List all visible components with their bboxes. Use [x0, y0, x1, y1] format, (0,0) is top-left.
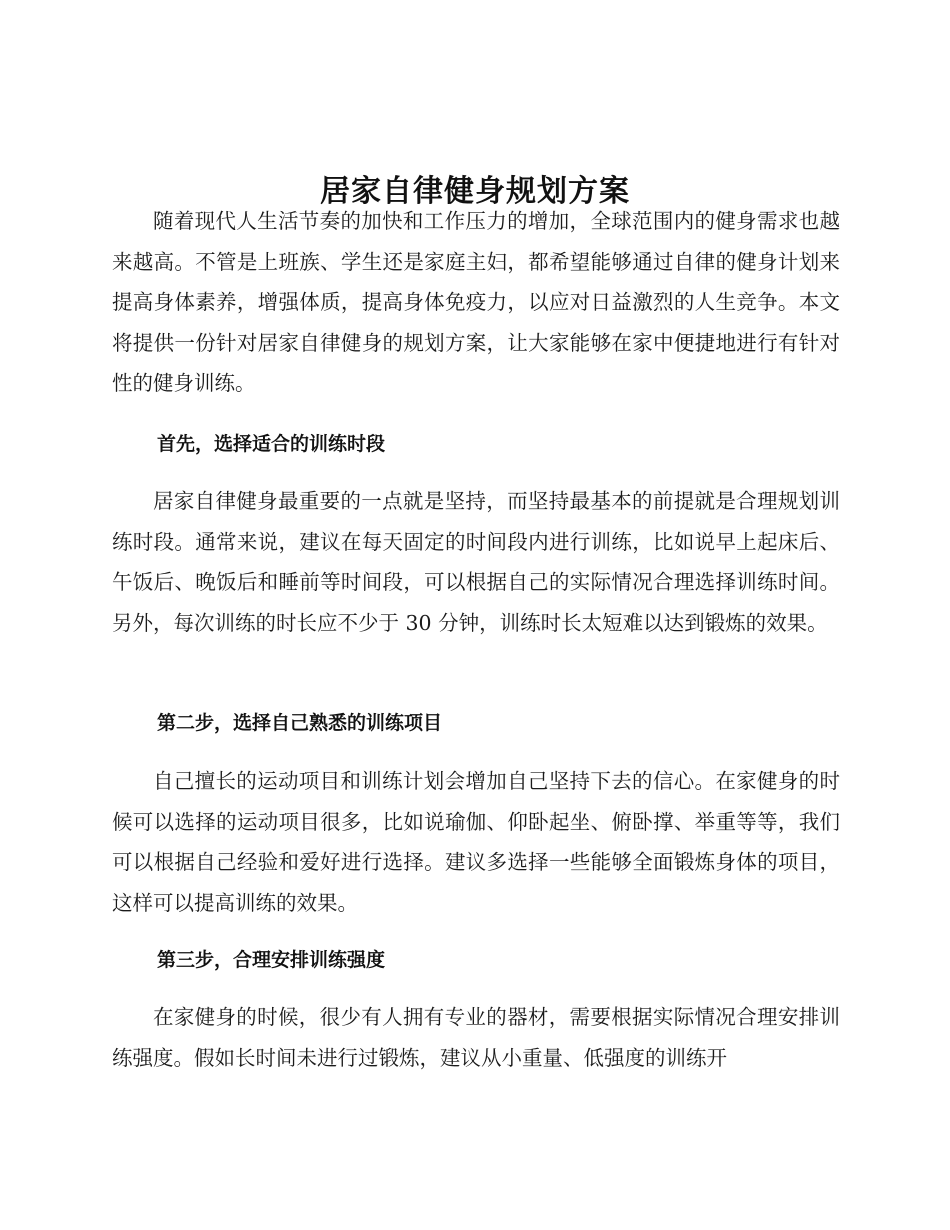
- section-heading-exercise: 第二步，选择自己熟悉的训练项目: [157, 712, 443, 734]
- document-title: 居家自律健身规划方案: [320, 174, 630, 210]
- section-paragraph-time: 居家自律健身最重要的一点就是坚持，而坚持最基本的前提就是合理规划训练时段。通常来说，建议在每天固定的时间段内进行训练，比如说早上起床后、午饭后、晚饭后和睡前等时间段，可以根据自己的实际情况合理选择训练时间。另外，每次训练的时长应不少于 30 分钟，训练时长太短难以达到锻炼的效果。: [112, 489, 840, 635]
- section-heading-intensity: 第三步，合理安排训练强度: [157, 949, 386, 971]
- section-paragraph-exercise: 自己擅长的运动项目和训练计划会增加自己坚持下去的信心。在家健身的时候可以选择的运动项目很多，比如说瑜伽、仰卧起坐、俯卧撑、举重等等，我们可以根据自己经验和爱好进行选择。建议多选择一些能够全面锻炼身体的项目，这样可以提高训练的效果。: [112, 769, 840, 915]
- section-heading-time: 首先，选择适合的训练时段: [157, 433, 386, 455]
- section-paragraph-intensity: 在家健身的时候，很少有人拥有专业的器材，需要根据实际情况合理安排训练强度。假如长时间未进行过锻炼，建议从小重量、低强度的训练开: [112, 1005, 840, 1070]
- intro-paragraph: 随着现代人生活节奏的加快和工作压力的增加，全球范围内的健身需求也越来越高。不管是上班族、学生还是家庭主妇，都希望能够通过自律的健身计划来提高身体素养，增强体质，提高身体免疫力，以应对日益激烈的人生竞争。本文将提供一份针对居家自律健身的规划方案，让大家能够在家中便捷地进行有针对性的健身训练。: [112, 209, 840, 395]
